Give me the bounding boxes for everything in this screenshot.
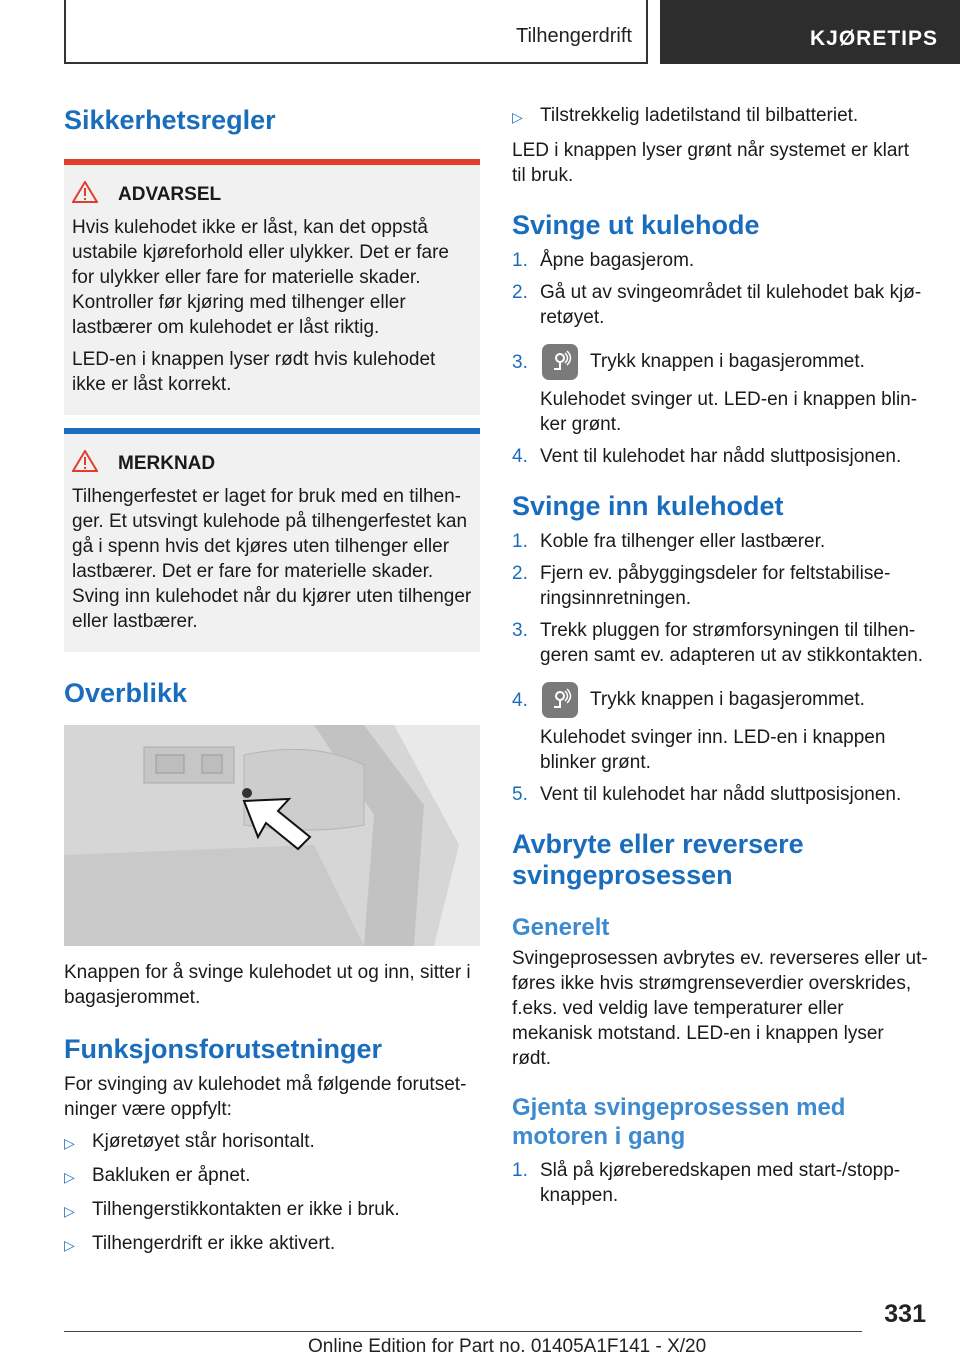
footer-edition: Online Edition for Part no. 01405A1F141 - X/20: [308, 1336, 707, 1357]
note-triangle-icon: [72, 450, 118, 478]
list-item: ▷ Bakluken er åpnet.: [64, 1163, 480, 1190]
photo-caption: Knappen for å svinge kulehodet ut og inn, sitter i bagasjerommet.: [64, 962, 471, 1008]
chapter-title: KJØRETIPS: [810, 27, 939, 50]
heading-general: Generelt: [512, 914, 610, 941]
page-header: [64, 0, 960, 66]
trailer-hitch-button-icon: [542, 682, 578, 718]
prereq-intro: For svinging av kulehodet må følgende forutsetninger være oppfylt:: [64, 1074, 467, 1120]
trailer-hitch-button-icon: [542, 344, 578, 380]
list-item: 2. Gå ut av svingeområdet til kulehodet bak kjøretøyet.: [512, 282, 922, 328]
trunk-photo: [64, 725, 480, 946]
triangle-bullet-icon: ▷: [64, 1169, 75, 1185]
list-item: 3. Trykk knappen i bagasjerommet. Kulehodet svinger ut. LED-en i knappen blinker grønt.: [512, 344, 928, 437]
triangle-bullet-icon: ▷: [64, 1135, 75, 1151]
repeat-steps: [512, 1158, 928, 1208]
heading-abort: Avbryte eller reversere svingeprosessen: [512, 829, 804, 890]
list-item: 1. Koble fra tilhenger eller lastbærer.: [512, 531, 826, 552]
page-number: 331: [884, 1300, 926, 1328]
list-item: ▷ Tilstrekkelig ladetilstand til bilbatteriet.: [512, 103, 928, 130]
heading-repeat: Gjenta svingeprosessen med motoren i gang: [512, 1094, 846, 1150]
triangle-bullet-icon: ▷: [512, 109, 523, 125]
section-tab: [64, 0, 648, 64]
swing-in-steps: [512, 529, 928, 807]
triangle-bullet-icon: ▷: [64, 1237, 75, 1253]
list-item: 2. Fjern ev. påbyggingsdeler for feltstabiliseringsinnretningen.: [512, 563, 891, 609]
list-item: 4. Vent til kulehodet har nådd sluttposisjonen.: [512, 446, 902, 467]
chapter-tab: [660, 0, 960, 64]
list-item: ▷ Kjøretøyet står horisontalt.: [64, 1129, 480, 1156]
swing-out-steps: [512, 248, 928, 469]
list-item: 4. Trykk knappen i bagasjerommet. Kulehodet svinger inn. LED-en i knappen blinker grønt.: [512, 682, 928, 775]
heading-overview: Overblikk: [64, 678, 188, 708]
list-item: ▷ Tilhengerstikkontakten er ikke i bruk.: [64, 1197, 480, 1224]
triangle-bullet-icon: ▷: [64, 1203, 75, 1219]
warning-text-1: Hvis kulehodet ikke er låst, kan det oppstå ustabile kjøreforhold eller ulykker. Det er fare for ulykker eller fare for materielle skader. Kontroller før kjøring med tilhenger eller lastbærer om kulehodet er låst riktig.: [72, 217, 449, 338]
warning-title: ADVARSEL: [118, 184, 222, 205]
note-box: [64, 428, 480, 652]
list-item: 5. Vent til kulehodet har nådd sluttposisjonen.: [512, 784, 902, 805]
right-column: [512, 99, 928, 1208]
warning-box: [64, 159, 480, 415]
heading-swing-in: Svinge inn kulehodet: [512, 491, 784, 521]
ready-text: LED i knappen lyser grønt når systemet er klart til bruk.: [512, 140, 910, 186]
footer-divider: [64, 1331, 862, 1332]
note-text: Tilhengerfestet er laget for bruk med en tilhenger. Et utsvingt kulehode på tilhengerfestet kan gå i spenn hvis det kjøres uten tilhenger eller lastbærer. Det er fare for materielle skader. Sving inn kulehodet når du kjører uten tilhenger eller lastbærer.: [72, 486, 472, 632]
list-item: ▷ Tilhengerdrift er ikke aktivert.: [64, 1231, 480, 1258]
left-column: [64, 96, 480, 1258]
prereq-list-continued: [512, 103, 928, 130]
heading-swing-out: Svinge ut kulehode: [512, 210, 760, 240]
prereq-list: [64, 1129, 480, 1258]
heading-safety: Sikkerhetsregler: [64, 105, 276, 135]
note-title: MERKNAD: [118, 453, 216, 474]
list-item: 1. Slå på kjøreberedskapen med start-/stopp-knappen.: [512, 1160, 901, 1206]
heading-prerequisites: Funksjonsforutsetninger: [64, 1034, 383, 1064]
general-text: Svingeprosessen avbrytes ev. reverseres eller utføres ikke hvis strømgrenseverdier overskrides, f.eks. ved veldig lave temperaturer eller mekanisk motstand. LED-en i knappen lyser rødt.: [512, 948, 928, 1069]
list-item: 1. Åpne bagasjerom.: [512, 250, 695, 271]
section-title: Tilhengerdrift: [516, 25, 632, 47]
list-item: 3. Trekk pluggen for strømforsyningen til tilhengeren samt ev. adapteren ut av stikkontakten.: [512, 620, 924, 666]
warning-triangle-icon: [72, 181, 118, 209]
warning-text-2: LED-en i knappen lyser rødt hvis kulehodet ikke er låst korrekt.: [72, 349, 436, 395]
